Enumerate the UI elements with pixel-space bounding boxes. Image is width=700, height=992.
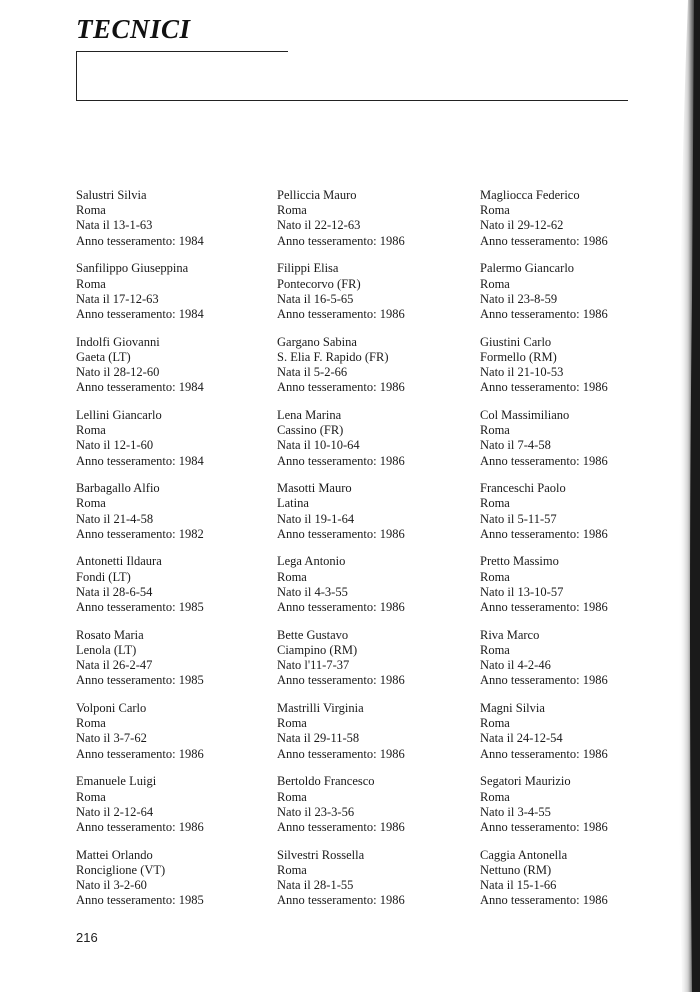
person-membership-year: Anno tesseramento: 1986: [480, 233, 608, 248]
person-membership-year: Anno tesseramento: 1986: [480, 526, 608, 541]
person-place: S. Elia F. Rapido (FR): [277, 349, 389, 364]
person-place: Roma: [277, 789, 307, 804]
person-birth: Nato il 3-2-60: [76, 878, 147, 893]
person-name: Gargano Sabina: [277, 334, 357, 349]
person-birth: Nato il 28-12-60: [76, 365, 160, 379]
person-entry: [277, 701, 472, 774]
person-place: Ronciglione (VT): [76, 862, 166, 877]
person-place: Fondi (LT): [76, 569, 131, 584]
page-title: TECNICI: [76, 14, 191, 44]
person-name: Salustri Silvia: [76, 188, 147, 202]
person-membership-year: Anno tesseramento: 1986: [76, 746, 204, 761]
person-place: Roma: [277, 203, 307, 218]
person-membership-year: Anno tesseramento: 1985: [76, 600, 204, 615]
person-entry: [277, 774, 472, 847]
person-membership-year: Anno tesseramento: 1986: [277, 746, 405, 761]
person-name: Mattei Orlando: [76, 847, 153, 862]
frame-top-rule: [76, 51, 288, 52]
person-birth: Nato il 3-7-62: [76, 731, 147, 746]
person-birth: Nato il 4-2-46: [480, 658, 551, 673]
person-birth: Nata il 26-2-47: [76, 658, 153, 673]
person-membership-year: Anno tesseramento: 1986: [277, 819, 405, 834]
person-name: Emanuele Luigi: [76, 774, 157, 789]
person-place: Ciampino (RM): [277, 642, 358, 657]
person-entry: [76, 188, 271, 261]
person-entry: [76, 408, 271, 481]
person-birth: Nata il 16-5-65: [277, 291, 354, 306]
person-membership-year: Anno tesseramento: 1985: [76, 893, 204, 908]
person-place: Gaeta (LT): [76, 349, 131, 364]
person-membership-year: Anno tesseramento: 1986: [480, 380, 608, 395]
person-birth: Nata il 15-1-66: [480, 878, 557, 893]
person-entry: [76, 481, 271, 554]
person-name: Silvestri Rossella: [277, 847, 365, 862]
person-name: Rosato Maria: [76, 627, 144, 642]
person-membership-year: Anno tesseramento: 1985: [76, 673, 204, 688]
person-name: Sanfilippo Giuseppina: [76, 261, 189, 276]
person-membership-year: Anno tesseramento: 1986: [480, 746, 608, 761]
person-membership-year: Anno tesseramento: 1986: [277, 306, 405, 321]
person-place: Roma: [277, 716, 307, 731]
person-place: Roma: [480, 716, 510, 731]
person-name: Bertoldo Francesco: [277, 774, 375, 789]
person-birth: Nato il 23-3-56: [277, 804, 355, 819]
person-entry: [277, 261, 472, 334]
person-name: Filippi Elisa: [277, 261, 339, 276]
person-birth: Nato il 21-10-53: [480, 365, 564, 379]
person-place: Nettuno (RM): [480, 862, 552, 877]
person-membership-year: Anno tesseramento: 1984: [76, 233, 204, 248]
person-name: Magni Silvia: [480, 701, 545, 716]
person-place: Cassino (FR): [277, 423, 344, 438]
person-name: Mastrilli Virginia: [277, 701, 364, 716]
person-membership-year: Anno tesseramento: 1986: [277, 600, 405, 615]
person-entry: [480, 335, 675, 408]
person-birth: Nato il 2-12-64: [76, 804, 154, 819]
person-name: Volponi Carlo: [76, 701, 147, 716]
person-entry: [480, 188, 675, 261]
person-name: Lena Marina: [277, 407, 342, 422]
person-entry: [76, 261, 271, 334]
person-birth: Nata il 29-11-58: [277, 731, 360, 746]
person-birth: Nato il 7-4-58: [480, 438, 551, 453]
person-entry: [76, 554, 271, 627]
person-entry: [277, 408, 472, 481]
person-place: Roma: [480, 642, 510, 657]
person-name: Giustini Carlo: [480, 334, 552, 349]
person-membership-year: Anno tesseramento: 1986: [277, 673, 405, 688]
person-place: Roma: [480, 789, 510, 804]
person-place: Roma: [480, 496, 510, 511]
person-membership-year: Anno tesseramento: 1984: [76, 306, 204, 321]
person-entry: [480, 774, 675, 847]
person-entry: [480, 261, 675, 334]
person-name: Palermo Giancarlo: [480, 261, 575, 276]
person-birth: Nata il 28-1-55: [277, 878, 354, 893]
person-name: Riva Marco: [480, 627, 540, 642]
person-birth: Nato il 13-10-57: [480, 584, 564, 599]
person-birth: Nata il 24-12-54: [480, 731, 563, 746]
person-entry: [480, 408, 675, 481]
person-birth: Nata il 17-12-63: [76, 291, 159, 306]
frame-bottom-rule: [76, 100, 628, 101]
person-place: Formello (RM): [480, 349, 557, 364]
person-name: Lega Antonio: [277, 554, 346, 569]
person-entry: [277, 481, 472, 554]
person-name: Pelliccia Mauro: [277, 188, 357, 202]
person-place: Roma: [480, 569, 510, 584]
person-name: Masotti Mauro: [277, 481, 352, 496]
person-name: Magliocca Federico: [480, 188, 580, 202]
person-membership-year: Anno tesseramento: 1986: [480, 819, 608, 834]
person-place: Roma: [480, 276, 510, 291]
person-name: Caggia Antonella: [480, 847, 568, 862]
frame-left-rule: [76, 51, 77, 101]
person-place: Roma: [76, 496, 106, 511]
person-place: Pontecorvo (FR): [277, 276, 361, 291]
person-name: Lellini Giancarlo: [76, 407, 162, 422]
person-birth: Nata il 13-1-63: [76, 218, 153, 233]
person-birth: Nato il 3-4-55: [480, 804, 551, 819]
person-membership-year: Anno tesseramento: 1986: [480, 453, 608, 468]
person-name: Barbagallo Alfio: [76, 481, 160, 496]
person-birth: Nato il 4-3-55: [277, 584, 348, 599]
person-place: Roma: [277, 862, 307, 877]
person-birth: Nata il 28-6-54: [76, 584, 153, 599]
entries-column-2: [277, 188, 472, 921]
person-membership-year: Anno tesseramento: 1984: [76, 380, 204, 395]
person-entry: [76, 774, 271, 847]
person-entry: [277, 628, 472, 701]
person-membership-year: Anno tesseramento: 1986: [76, 819, 204, 834]
person-place: Roma: [277, 569, 307, 584]
person-membership-year: Anno tesseramento: 1982: [76, 526, 204, 541]
person-membership-year: Anno tesseramento: 1986: [277, 380, 405, 395]
person-birth: Nato il 23-8-59: [480, 291, 558, 306]
person-birth: Nato il 5-11-57: [480, 511, 557, 526]
person-birth: Nato il 21-4-58: [76, 511, 154, 526]
person-place: Lenola (LT): [76, 642, 137, 657]
person-membership-year: Anno tesseramento: 1986: [480, 893, 608, 908]
person-place: Latina: [277, 496, 309, 511]
person-place: Roma: [480, 423, 510, 438]
person-name: Indolfi Giovanni: [76, 334, 160, 349]
person-place: Roma: [76, 716, 106, 731]
person-entry: [277, 848, 472, 921]
person-name: Pretto Massimo: [480, 554, 559, 569]
page-binding-edge: [648, 0, 700, 992]
person-membership-year: Anno tesseramento: 1986: [480, 673, 608, 688]
person-membership-year: Anno tesseramento: 1986: [480, 306, 608, 321]
person-birth: Nato il 29-12-62: [480, 218, 564, 233]
person-place: Roma: [76, 789, 106, 804]
person-place: Roma: [76, 423, 106, 438]
person-entry: [76, 701, 271, 774]
person-entry: [480, 481, 675, 554]
person-entry: [277, 335, 472, 408]
person-place: Roma: [480, 203, 510, 218]
person-birth: Nata il 10-10-64: [277, 438, 360, 453]
person-place: Roma: [76, 276, 106, 291]
person-membership-year: Anno tesseramento: 1984: [76, 453, 204, 468]
person-name: Segatori Maurizio: [480, 774, 571, 789]
person-birth: Nata il 5-2-66: [277, 365, 348, 379]
person-entry: [480, 701, 675, 774]
person-membership-year: Anno tesseramento: 1986: [277, 526, 405, 541]
person-entry: [277, 188, 472, 261]
person-name: Franceschi Paolo: [480, 481, 566, 496]
person-name: Col Massimiliano: [480, 407, 570, 422]
person-membership-year: Anno tesseramento: 1986: [277, 893, 405, 908]
person-entry: [277, 554, 472, 627]
entries-column-3: [480, 188, 675, 921]
person-place: Roma: [76, 203, 106, 218]
person-birth: Nato l'11-7-37: [277, 658, 350, 673]
person-membership-year: Anno tesseramento: 1986: [277, 233, 405, 248]
person-membership-year: Anno tesseramento: 1986: [277, 453, 405, 468]
person-entry: [76, 335, 271, 408]
person-birth: Nato il 19-1-64: [277, 511, 355, 526]
person-birth: Nato il 12-1-60: [76, 438, 154, 453]
person-entry: [76, 848, 271, 921]
person-entry: [76, 628, 271, 701]
person-entry: [480, 554, 675, 627]
page-number: 216: [76, 930, 98, 945]
person-entry: [480, 848, 675, 921]
person-entry: [480, 628, 675, 701]
person-name: Antonetti Ildaura: [76, 554, 162, 569]
entries-column-1: [76, 188, 271, 921]
person-name: Bette Gustavo: [277, 627, 349, 642]
person-birth: Nato il 22-12-63: [277, 218, 361, 233]
person-membership-year: Anno tesseramento: 1986: [480, 600, 608, 615]
